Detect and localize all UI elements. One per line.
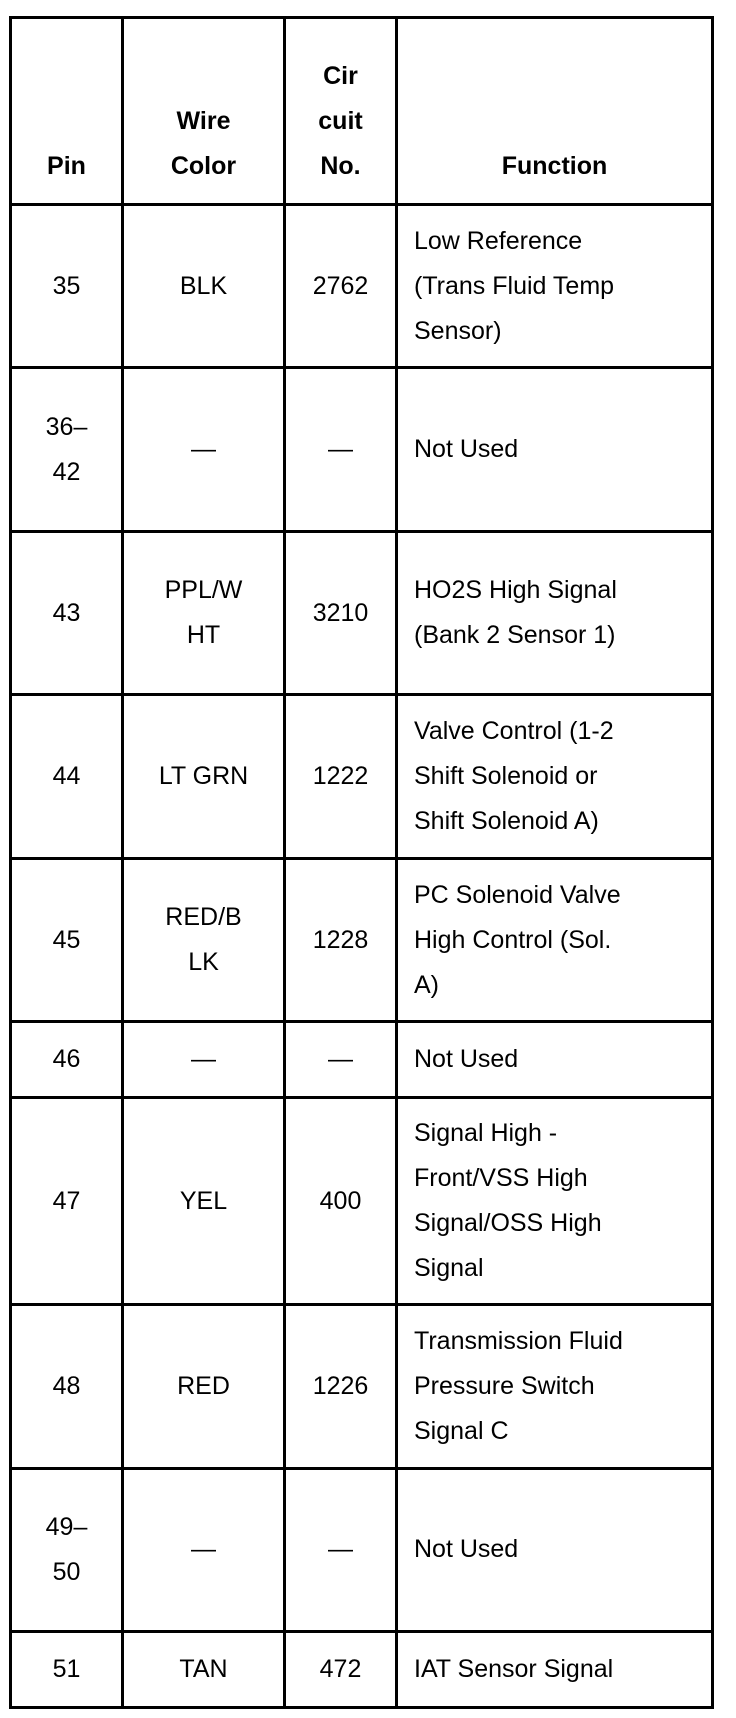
cell-wire-color-line: YEL — [179, 1186, 228, 1215]
cell-function-line: Not Used — [414, 1535, 519, 1564]
cell-function-line: (Trans Fluid Temp — [414, 271, 615, 300]
cell-function — [397, 1305, 713, 1468]
header-circuit-no-line: No. — [320, 152, 361, 180]
cell-function — [397, 1097, 713, 1304]
header-function-line: Function — [501, 152, 608, 180]
header-circuit-no — [285, 18, 397, 205]
cell-function — [397, 1632, 713, 1708]
cell-wire-color-line: — — [191, 1535, 216, 1564]
cell-wire-color-line: LT GRN — [158, 762, 249, 791]
cell-pin — [11, 1632, 123, 1708]
cell-function — [397, 1022, 713, 1098]
table-row — [11, 531, 713, 694]
cell-function-line: (Bank 2 Sensor 1) — [414, 621, 616, 650]
cell-circuit-no-line: 3210 — [312, 598, 369, 627]
cell-wire-color — [123, 1632, 285, 1708]
cell-wire-color-line: RED — [177, 1372, 230, 1401]
cell-circuit-no-line: 1222 — [312, 762, 369, 791]
cell-function-line: Low Reference — [414, 226, 583, 255]
cell-circuit-no — [285, 1022, 397, 1098]
cell-wire-color — [123, 1022, 285, 1098]
header-function — [397, 18, 713, 205]
cell-function — [397, 531, 713, 694]
cell-circuit-no — [285, 531, 397, 694]
cell-pin-line: 35 — [52, 271, 81, 300]
cell-function-line: Sensor) — [414, 316, 502, 345]
cell-pin — [11, 1022, 123, 1098]
cell-function-line: Not Used — [414, 1045, 519, 1074]
cell-wire-color — [123, 858, 285, 1021]
header-pin-line: Pin — [47, 152, 86, 180]
cell-pin — [11, 368, 123, 531]
cell-function-line: Signal High - — [414, 1119, 558, 1148]
cell-circuit-no-line: 1226 — [312, 1372, 369, 1401]
table-body — [11, 205, 713, 1708]
table-row — [11, 1632, 713, 1708]
cell-wire-color — [123, 368, 285, 531]
cell-wire-color-line: RED/B — [165, 903, 242, 932]
cell-circuit-no-line: — — [328, 435, 353, 464]
cell-wire-color-line: — — [191, 435, 216, 464]
cell-wire-color-line: LK — [188, 948, 219, 977]
header-wire-color-line: Color — [170, 152, 237, 180]
cell-function-line: Front/VSS High — [414, 1164, 588, 1193]
table-row — [11, 1022, 713, 1098]
cell-circuit-no — [285, 1097, 397, 1304]
cell-pin-line: 51 — [52, 1655, 81, 1684]
cell-wire-color-line: — — [191, 1045, 216, 1074]
cell-pin-line: 48 — [52, 1372, 81, 1401]
cell-wire-color-line: BLK — [179, 271, 228, 300]
table-row — [11, 368, 713, 531]
cell-pin — [11, 1468, 123, 1631]
cell-circuit-no-line: 472 — [319, 1655, 362, 1684]
cell-wire-color — [123, 1097, 285, 1304]
cell-function-line: Not Used — [414, 435, 519, 464]
cell-wire-color-line: PPL/W — [164, 576, 243, 605]
cell-circuit-no — [285, 1632, 397, 1708]
header-row — [11, 18, 713, 205]
cell-function — [397, 205, 713, 368]
cell-pin — [11, 695, 123, 858]
table-row — [11, 695, 713, 858]
cell-function-line: Pressure Switch — [414, 1372, 595, 1401]
table-row — [11, 1305, 713, 1468]
cell-circuit-no-line: — — [328, 1535, 353, 1564]
cell-pin-line: 50 — [52, 1557, 81, 1586]
cell-circuit-no-line: 400 — [319, 1186, 362, 1215]
cell-function — [397, 695, 713, 858]
cell-circuit-no — [285, 858, 397, 1021]
cell-pin-line: 44 — [52, 762, 81, 791]
table-row — [11, 858, 713, 1021]
cell-wire-color — [123, 695, 285, 858]
cell-wire-color — [123, 531, 285, 694]
cell-circuit-no-line: 1228 — [312, 925, 369, 954]
cell-pin-line: 47 — [52, 1186, 81, 1215]
cell-function-line: Transmission Fluid — [414, 1327, 623, 1356]
cell-circuit-no — [285, 205, 397, 368]
cell-function-line: High Control (Sol. — [414, 925, 612, 954]
cell-function-line: Shift Solenoid A) — [414, 807, 599, 836]
cell-function-line: PC Solenoid Valve — [414, 880, 621, 909]
cell-function-line: HO2S High Signal — [414, 576, 617, 605]
table-row — [11, 205, 713, 368]
header-pin — [11, 18, 123, 205]
header-wire-color — [123, 18, 285, 205]
cell-pin-line: 49– — [45, 1512, 88, 1541]
cell-pin-line: 43 — [52, 598, 81, 627]
cell-function-line: Shift Solenoid or — [414, 762, 598, 791]
cell-pin-line: 42 — [52, 457, 81, 486]
cell-wire-color-line: HT — [186, 621, 221, 650]
cell-pin — [11, 1097, 123, 1304]
cell-function-line: Signal — [414, 1254, 484, 1283]
cell-function-line: Signal/OSS High — [414, 1209, 602, 1238]
cell-wire-color-line: TAN — [179, 1655, 228, 1684]
cell-function — [397, 368, 713, 531]
cell-pin-line: 36– — [45, 412, 88, 441]
cell-function — [397, 858, 713, 1021]
cell-circuit-no — [285, 368, 397, 531]
cell-wire-color — [123, 1305, 285, 1468]
cell-circuit-no — [285, 695, 397, 858]
header-circuit-no-line: Cir — [323, 62, 358, 90]
cell-circuit-no-line: 2762 — [312, 271, 369, 300]
cell-pin — [11, 205, 123, 368]
header-circuit-no-line: cuit — [318, 107, 363, 135]
cell-pin-line: 46 — [52, 1045, 81, 1074]
cell-function-line: IAT Sensor Signal — [414, 1655, 614, 1684]
cell-pin — [11, 1305, 123, 1468]
cell-function — [397, 1468, 713, 1631]
header-wire-color-line: Wire — [176, 107, 231, 135]
pinout-table — [9, 16, 714, 1709]
cell-wire-color — [123, 205, 285, 368]
cell-pin-line: 45 — [52, 925, 81, 954]
cell-wire-color — [123, 1468, 285, 1631]
cell-circuit-no-line: — — [328, 1045, 353, 1074]
table-row — [11, 1468, 713, 1631]
cell-circuit-no — [285, 1305, 397, 1468]
cell-pin — [11, 858, 123, 1021]
cell-function-line: Valve Control (1-2 — [414, 717, 614, 746]
cell-function-line: Signal C — [414, 1417, 509, 1446]
cell-pin — [11, 531, 123, 694]
table-row — [11, 1097, 713, 1304]
cell-function-line: A) — [414, 970, 439, 999]
cell-circuit-no — [285, 1468, 397, 1631]
